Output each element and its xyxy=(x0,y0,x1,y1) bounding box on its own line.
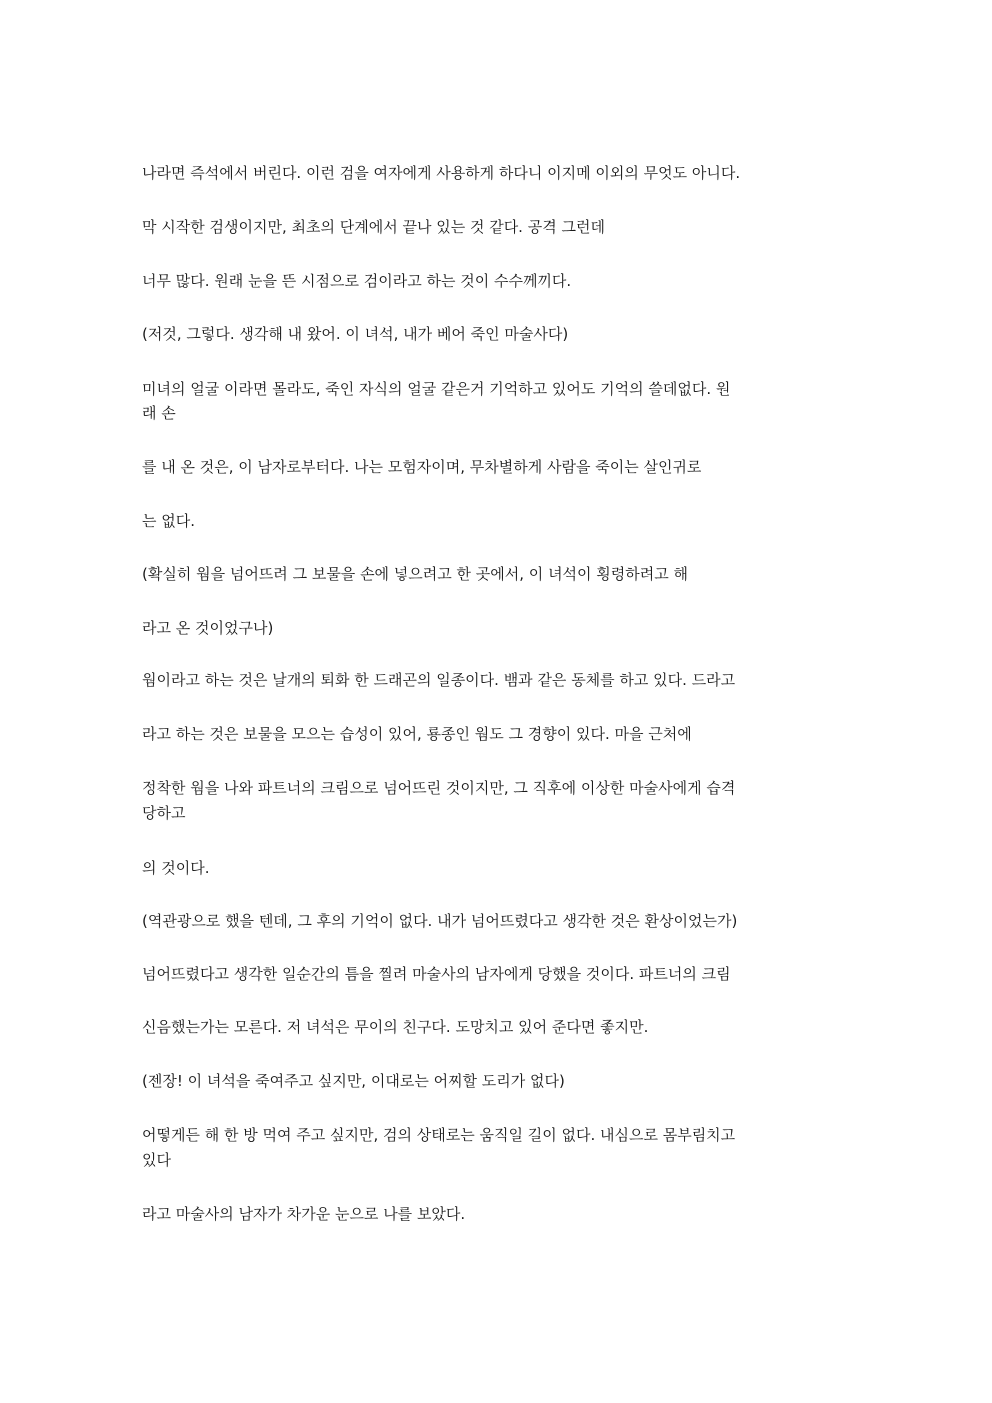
text-line: 를 내 온 것은, 이 남자로부터다. 나는 모험자이며, 무차별하게 사람을 죽이는 살인귀로 xyxy=(142,458,702,476)
text-line: 는 없다. xyxy=(142,512,196,530)
text-line: 막 시작한 검생이지만, 최초의 단계에서 끝나 있는 것 같다. 공격 그런데 xyxy=(142,218,605,236)
text-line: 정착한 웜을 나와 파트너의 크림으로 넘어뜨린 것이지만, 그 직후에 이상한 마술사에게 습격 xyxy=(142,779,736,797)
text-line: 당하고 xyxy=(142,804,186,822)
text-line: 미녀의 얼굴 이라면 몰라도, 죽인 자식의 얼굴 같은거 기억하고 있어도 기억의 쓸데없다. 원 xyxy=(142,380,731,398)
text-line: 신음했는가는 모른다. 저 녀석은 무이의 친구다. 도망치고 있어 준다면 좋지만. xyxy=(142,1018,649,1036)
text-line: 래 손 xyxy=(142,404,176,422)
text-line: 넘어뜨렸다고 생각한 일순간의 틈을 찔려 마술사의 남자에게 당했을 것이다. 파트너의 크림 xyxy=(142,965,731,983)
text-line: (젠장! 이 녀석을 죽여주고 싶지만, 이대로는 어찌할 도리가 없다) xyxy=(142,1072,565,1090)
text-line: 라고 마술사의 남자가 차가운 눈으로 나를 보았다. xyxy=(142,1205,466,1223)
text-line: 라고 온 것이었구나) xyxy=(142,619,274,637)
text-line: (역관광으로 했을 텐데, 그 후의 기억이 없다. 내가 넘어뜨렸다고 생각한 것은 환상이었는가) xyxy=(142,912,738,930)
text-line: 어떻게든 해 한 방 먹여 주고 싶지만, 검의 상태로는 움직일 길이 없다. 내심으로 몸부림치고 xyxy=(142,1126,736,1144)
text-line: 있다 xyxy=(142,1151,171,1169)
text-line: (저것, 그렇다. 생각해 내 왔어. 이 녀석, 내가 베어 죽인 마술사다) xyxy=(142,325,569,343)
text-line: 웜이라고 하는 것은 날개의 퇴화 한 드래곤의 일종이다. 뱀과 같은 동체를 하고 있다. 드라고 xyxy=(142,671,736,689)
text-line: 의 것이다. xyxy=(142,859,210,877)
text-line: 나라면 즉석에서 버린다. 이런 검을 여자에게 사용하게 하다니 이지메 이외의 무엇도 아니다. xyxy=(142,164,741,182)
text-line: 라고 하는 것은 보물을 모으는 습성이 있어, 룡종인 웜도 그 경향이 있다. 마을 근처에 xyxy=(142,725,692,743)
text-line: (확실히 웜을 넘어뜨려 그 보물을 손에 넣으려고 한 곳에서, 이 녀석이 횡령하려고 해 xyxy=(142,565,689,583)
text-line: 너무 많다. 원래 눈을 뜬 시점으로 검이라고 하는 것이 수수께끼다. xyxy=(142,272,572,290)
